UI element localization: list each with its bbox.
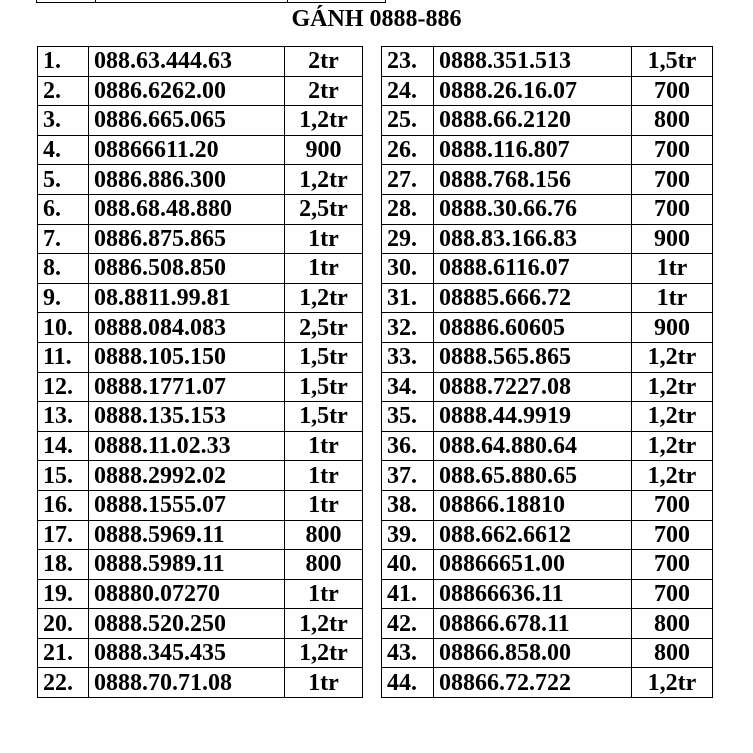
price: 700 <box>632 76 713 106</box>
phone-number: 088.662.6612 <box>434 520 632 550</box>
table-row <box>382 668 713 698</box>
price: 1tr <box>285 668 363 698</box>
price: 700 <box>632 165 713 195</box>
row-number: 27. <box>382 165 434 195</box>
phone-number: 0888.7227.08 <box>434 372 632 402</box>
row-number: 23. <box>382 47 434 77</box>
price: 900 <box>285 135 363 165</box>
row-number: 11. <box>38 342 89 372</box>
row-number: 13. <box>38 402 89 432</box>
phone-number: 0888.5989.11 <box>89 550 285 580</box>
price: 700 <box>632 520 713 550</box>
table-row <box>382 550 713 580</box>
row-number: 10. <box>38 313 89 343</box>
phone-number: 0888.345.435 <box>89 638 285 668</box>
row-number: 43. <box>382 638 434 668</box>
phone-number: 0888.66.2120 <box>434 106 632 136</box>
phone-number: 08880.07270 <box>89 579 285 609</box>
price: 1tr <box>285 579 363 609</box>
price: 1,2tr <box>632 342 713 372</box>
price: 700 <box>632 490 713 520</box>
price: 800 <box>632 106 713 136</box>
phone-number: 0888.26.16.07 <box>434 76 632 106</box>
row-number: 25. <box>382 106 434 136</box>
phone-number: 0888.565.865 <box>434 342 632 372</box>
price: 2tr <box>285 76 363 106</box>
table-row <box>38 135 363 165</box>
price: 900 <box>632 313 713 343</box>
row-number: 3. <box>38 106 89 136</box>
phone-number: 0888.11.02.33 <box>89 431 285 461</box>
table-row <box>38 461 363 491</box>
price: 1tr <box>285 490 363 520</box>
row-number: 1. <box>38 47 89 77</box>
phone-number: 0886.875.865 <box>89 224 285 254</box>
phone-number: 0888.105.150 <box>89 342 285 372</box>
price: 2tr <box>285 47 363 77</box>
phone-number: 08886.60605 <box>434 313 632 343</box>
table-row <box>382 372 713 402</box>
table-row <box>382 47 713 77</box>
phone-number: 0888.1555.07 <box>89 490 285 520</box>
table-row <box>382 638 713 668</box>
price: 800 <box>285 520 363 550</box>
price: 1,5tr <box>632 47 713 77</box>
table-row <box>38 254 363 284</box>
row-number: 33. <box>382 342 434 372</box>
table-row <box>38 76 363 106</box>
price: 1,2tr <box>632 461 713 491</box>
table-row <box>382 431 713 461</box>
table-row <box>382 224 713 254</box>
table-row <box>38 372 363 402</box>
table-row <box>38 283 363 313</box>
phone-number: 0888.2992.02 <box>89 461 285 491</box>
table-row <box>382 490 713 520</box>
row-number: 12. <box>38 372 89 402</box>
table-row <box>38 609 363 639</box>
price: 1,2tr <box>285 609 363 639</box>
price: 1tr <box>632 254 713 284</box>
price: 1,2tr <box>632 431 713 461</box>
phone-number: 08866636.11 <box>434 579 632 609</box>
table-row <box>38 638 363 668</box>
row-number: 20. <box>38 609 89 639</box>
row-number: 19. <box>38 579 89 609</box>
table-row <box>382 579 713 609</box>
phone-number: 0886.665.065 <box>89 106 285 136</box>
phone-number: 08885.666.72 <box>434 283 632 313</box>
phone-number: 0888.6116.07 <box>434 254 632 284</box>
row-number: 4. <box>38 135 89 165</box>
price: 1,2tr <box>285 106 363 136</box>
phone-number: 0888.520.250 <box>89 609 285 639</box>
phone-number: 0886.6262.00 <box>89 76 285 106</box>
table-row <box>38 194 363 224</box>
phone-number: 0888.5969.11 <box>89 520 285 550</box>
row-number: 9. <box>38 283 89 313</box>
price: 1,2tr <box>285 283 363 313</box>
table-row <box>38 520 363 550</box>
price: 1tr <box>285 461 363 491</box>
table-row <box>382 135 713 165</box>
table-row <box>38 47 363 77</box>
table-row <box>382 461 713 491</box>
table-row <box>38 490 363 520</box>
row-number: 30. <box>382 254 434 284</box>
row-number: 22. <box>38 668 89 698</box>
table-row <box>382 342 713 372</box>
table-row <box>38 431 363 461</box>
row-number: 35. <box>382 402 434 432</box>
table-row <box>38 579 363 609</box>
phone-number: 08866.72.722 <box>434 668 632 698</box>
phone-number: 088.63.444.63 <box>89 47 285 77</box>
table-row <box>38 165 363 195</box>
phone-number: 0888.70.71.08 <box>89 668 285 698</box>
price: 1,5tr <box>285 372 363 402</box>
row-number: 16. <box>38 490 89 520</box>
price: 2,5tr <box>285 194 363 224</box>
table-row <box>382 609 713 639</box>
table-row <box>382 254 713 284</box>
table-row <box>382 283 713 313</box>
price: 700 <box>632 550 713 580</box>
phone-number: 08.8811.99.81 <box>89 283 285 313</box>
table-divider <box>287 0 288 3</box>
row-number: 14. <box>38 431 89 461</box>
table-row <box>382 76 713 106</box>
row-number: 36. <box>382 431 434 461</box>
page-title: GÁNH 0888-886 <box>291 6 462 32</box>
price: 1,2tr <box>285 165 363 195</box>
row-number: 7. <box>38 224 89 254</box>
row-number: 6. <box>38 194 89 224</box>
price: 2,5tr <box>285 313 363 343</box>
phone-number: 0888.135.153 <box>89 402 285 432</box>
row-number: 17. <box>38 520 89 550</box>
row-number: 44. <box>382 668 434 698</box>
phone-number: 0888.084.083 <box>89 313 285 343</box>
table-row <box>382 165 713 195</box>
row-number: 5. <box>38 165 89 195</box>
row-number: 42. <box>382 609 434 639</box>
phone-number: 0888.116.807 <box>434 135 632 165</box>
price: 800 <box>285 550 363 580</box>
phone-number-table-left <box>37 46 363 698</box>
price: 1,2tr <box>632 668 713 698</box>
table-row <box>38 402 363 432</box>
row-number: 32. <box>382 313 434 343</box>
phone-number: 08866651.00 <box>434 550 632 580</box>
phone-number: 08866.18810 <box>434 490 632 520</box>
row-number: 18. <box>38 550 89 580</box>
row-number: 34. <box>382 372 434 402</box>
phone-number: 088.83.166.83 <box>434 224 632 254</box>
row-number: 8. <box>38 254 89 284</box>
table-row <box>38 106 363 136</box>
phone-number: 088.64.880.64 <box>434 431 632 461</box>
price: 1,2tr <box>632 402 713 432</box>
price: 700 <box>632 194 713 224</box>
phone-number: 08866.858.00 <box>434 638 632 668</box>
phone-number: 0886.508.850 <box>89 254 285 284</box>
price: 800 <box>632 609 713 639</box>
previous-table-fragment <box>36 0 386 3</box>
table-row <box>38 313 363 343</box>
table-row <box>382 194 713 224</box>
phone-number: 0888.351.513 <box>434 47 632 77</box>
price: 1,5tr <box>285 342 363 372</box>
row-number: 38. <box>382 490 434 520</box>
row-number: 21. <box>38 638 89 668</box>
price: 1tr <box>285 254 363 284</box>
table-row <box>382 520 713 550</box>
phone-number: 0888.768.156 <box>434 165 632 195</box>
price: 1tr <box>285 431 363 461</box>
row-number: 40. <box>382 550 434 580</box>
price: 1tr <box>285 224 363 254</box>
price: 700 <box>632 135 713 165</box>
table-row <box>38 550 363 580</box>
phone-number: 0888.1771.07 <box>89 372 285 402</box>
row-number: 29. <box>382 224 434 254</box>
price: 1,2tr <box>632 372 713 402</box>
row-number: 37. <box>382 461 434 491</box>
price: 900 <box>632 224 713 254</box>
phone-number: 088.68.48.880 <box>89 194 285 224</box>
table-divider <box>95 0 96 3</box>
table-row <box>382 106 713 136</box>
row-number: 26. <box>382 135 434 165</box>
phone-number-table-right <box>381 46 713 698</box>
phone-number: 0888.44.9919 <box>434 402 632 432</box>
row-number: 24. <box>382 76 434 106</box>
table-row <box>38 342 363 372</box>
table-row <box>38 224 363 254</box>
row-number: 28. <box>382 194 434 224</box>
price: 700 <box>632 579 713 609</box>
phone-number: 088.65.880.65 <box>434 461 632 491</box>
table-row <box>382 402 713 432</box>
phone-number: 08866.678.11 <box>434 609 632 639</box>
row-number: 31. <box>382 283 434 313</box>
row-number: 15. <box>38 461 89 491</box>
price: 1,2tr <box>285 638 363 668</box>
row-number: 41. <box>382 579 434 609</box>
phone-number: 0886.886.300 <box>89 165 285 195</box>
price: 1tr <box>632 283 713 313</box>
price: 800 <box>632 638 713 668</box>
table-row <box>382 313 713 343</box>
row-number: 2. <box>38 76 89 106</box>
price: 1,5tr <box>285 402 363 432</box>
row-number: 39. <box>382 520 434 550</box>
phone-number: 0888.30.66.76 <box>434 194 632 224</box>
table-row <box>38 668 363 698</box>
phone-number: 08866611.20 <box>89 135 285 165</box>
